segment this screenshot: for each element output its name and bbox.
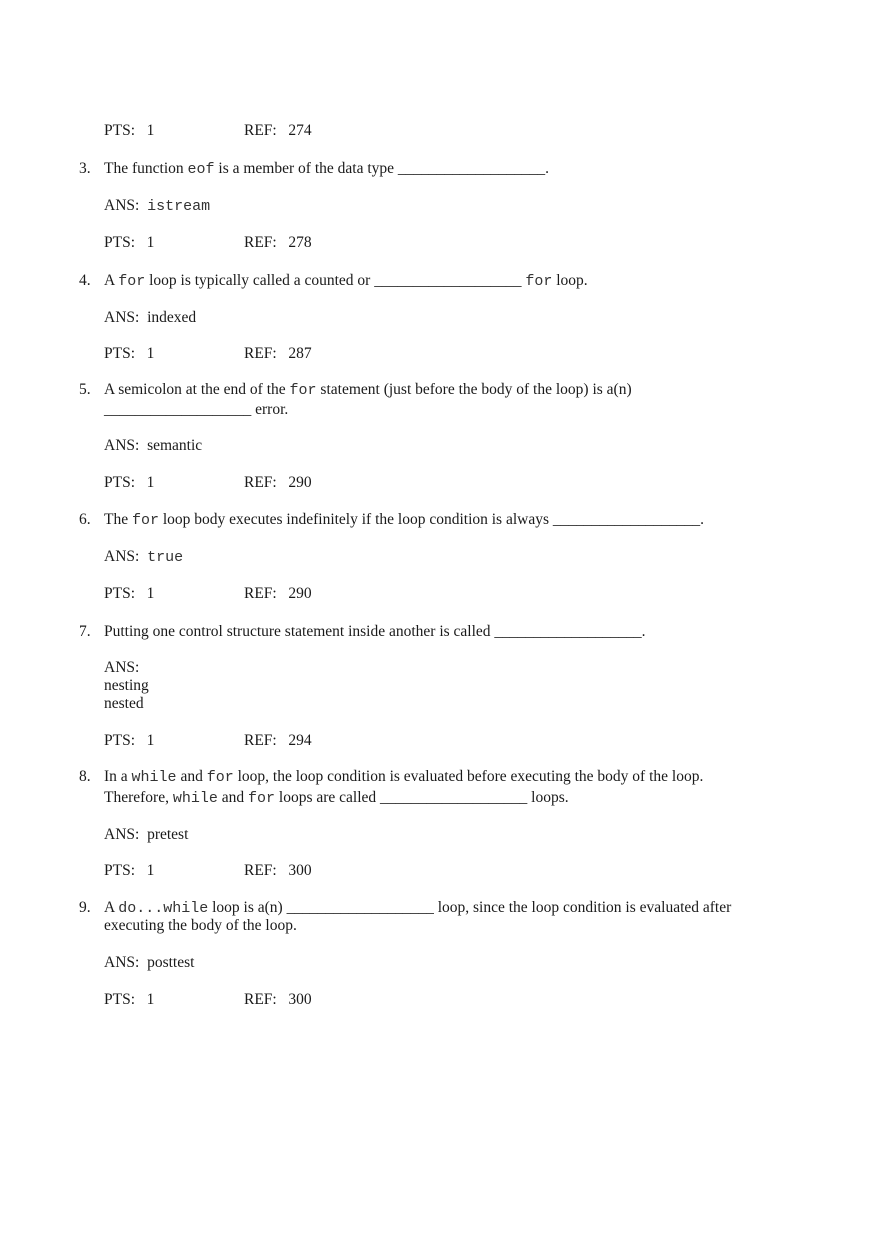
- pts-row: PTS: 1: [104, 474, 155, 491]
- pts-row: PTS: 1: [104, 732, 155, 749]
- ref-row: REF: 287: [244, 345, 312, 362]
- question-number: 3.: [79, 160, 91, 177]
- pts-row: PTS: 1: [104, 862, 155, 879]
- ref-value: 274: [288, 122, 312, 139]
- pts-row: PTS: 1: [104, 585, 155, 602]
- pts-row: PTS: 1: [104, 345, 155, 362]
- question-6-text: The for loop body executes indefinitely if the loop condition is always ___________________.: [104, 511, 705, 529]
- question-8-text-line2: Therefore, while and for loops are called ___________________ loops.: [104, 789, 569, 807]
- answer-value: nested: [104, 695, 144, 712]
- ref-row: REF: 300: [244, 862, 312, 879]
- answer-value: true: [147, 549, 184, 566]
- ref-row: REF: 294: [244, 732, 312, 749]
- answer-row: ANS: posttest: [104, 954, 195, 971]
- answer-row: ANS: indexed: [104, 309, 197, 326]
- question-number: 7.: [79, 623, 91, 640]
- ref-row: REF: 290: [244, 474, 312, 491]
- question-8-text: In a while and for loop, the loop condition is evaluated before executing the body of the loop.: [104, 768, 704, 786]
- pts-value: 1: [146, 122, 155, 139]
- ref-row: REF: 274: [244, 122, 312, 139]
- answer-value: istream: [147, 198, 211, 215]
- question-3-text: The function eof is a member of the data type ___________________.: [104, 160, 550, 178]
- answer-row: ANS: semantic: [104, 437, 203, 454]
- question-number: 9.: [79, 899, 91, 916]
- answer-value: posttest: [147, 954, 195, 971]
- answer-value: nesting: [104, 677, 149, 694]
- answer-value: semantic: [147, 437, 203, 454]
- question-9-text-line2: executing the body of the loop.: [104, 917, 297, 934]
- question-5-text-line2: ___________________ error.: [104, 401, 289, 418]
- question-7-text: Putting one control structure statement inside another is called ___________________.: [104, 623, 646, 640]
- question-4-text: A for loop is typically called a counted or ___________________ for loop.: [104, 272, 588, 290]
- question-number: 4.: [79, 272, 91, 289]
- pts-row: PTS: 1: [104, 122, 155, 139]
- question-9-text: A do...while loop is a(n) ___________________ loop, since the loop condition is evaluated after: [104, 899, 732, 917]
- answer-row: ANS: istream: [104, 197, 211, 215]
- question-5-text: A semicolon at the end of the for statement (just before the body of the loop) is a(n): [104, 381, 632, 399]
- question-number: 5.: [79, 381, 91, 398]
- pts-row: PTS: 1: [104, 234, 155, 251]
- ref-row: REF: 278: [244, 234, 312, 251]
- ref-row: REF: 300: [244, 991, 312, 1008]
- answer-label: ANS:: [104, 659, 140, 676]
- question-number: 8.: [79, 768, 91, 785]
- ref-row: REF: 290: [244, 585, 312, 602]
- answer-value: pretest: [147, 826, 189, 843]
- question-number: 6.: [79, 511, 91, 528]
- answer-row: ANS: true: [104, 548, 184, 566]
- pts-row: PTS: 1: [104, 991, 155, 1008]
- answer-value: indexed: [147, 309, 197, 326]
- answer-row: ANS: pretest: [104, 826, 189, 843]
